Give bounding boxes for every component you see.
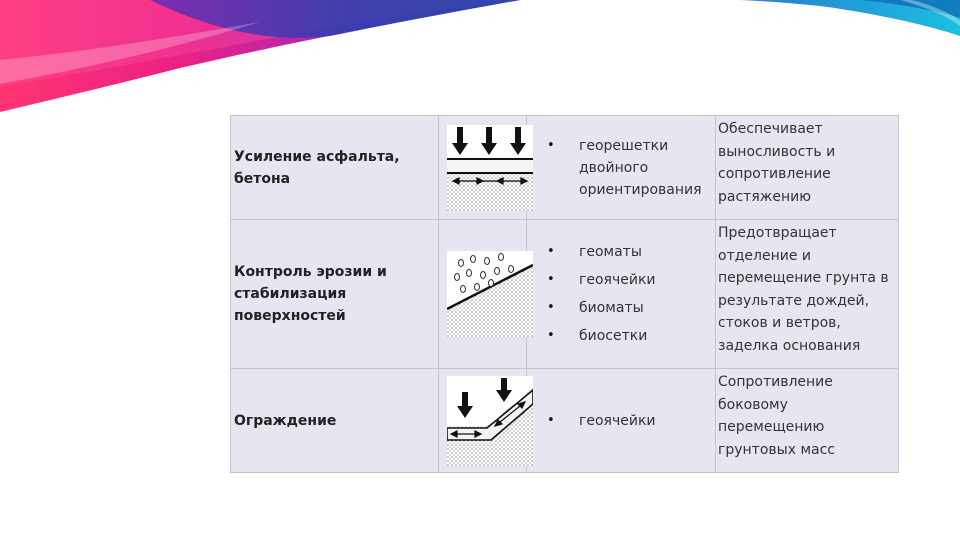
table-row bbox=[231, 116, 899, 220]
material-label: геоматы bbox=[579, 244, 642, 260]
topic-cell: Контроль эрозии и стабилизация поверхностей bbox=[231, 220, 439, 369]
list-item bbox=[547, 297, 715, 319]
bullet-icon: • bbox=[547, 137, 555, 153]
header-decoration bbox=[0, 0, 960, 130]
material-label: георешетки двойного ориентирования bbox=[579, 137, 702, 198]
image-cell bbox=[439, 369, 527, 473]
image-cell bbox=[439, 116, 527, 220]
material-label: биоматы bbox=[579, 300, 644, 316]
table-row bbox=[231, 369, 899, 473]
description-cell: Предотвращает отделение и перемещение грунта в результате дождей, стоков и ветров, заделка основания bbox=[716, 220, 899, 369]
bullet-icon: • bbox=[547, 328, 555, 343]
reinforcement-diagram-icon bbox=[447, 125, 533, 211]
image-cell bbox=[439, 220, 527, 369]
list-item bbox=[547, 325, 715, 347]
description-cell: Сопротивление боковому перемещению грунтовых масс bbox=[716, 369, 899, 473]
list-item bbox=[547, 410, 715, 432]
topic-cell: Ограждение bbox=[231, 369, 439, 473]
bullet-icon: • bbox=[547, 244, 555, 259]
bullet-icon: • bbox=[547, 412, 555, 428]
confinement-diagram-icon bbox=[447, 376, 533, 466]
table-row bbox=[231, 220, 899, 369]
description-cell: Обеспечивает выносливость и сопротивление растяжению bbox=[716, 116, 899, 220]
material-label: биосетки bbox=[579, 328, 648, 344]
materials-cell bbox=[527, 369, 716, 473]
list-item bbox=[547, 269, 715, 291]
material-label: геоячейки bbox=[579, 412, 656, 429]
geosynthetics-table bbox=[230, 115, 899, 473]
list-item bbox=[547, 135, 715, 201]
materials-cell bbox=[527, 116, 716, 220]
materials-cell bbox=[527, 220, 716, 369]
erosion-slope-diagram-icon bbox=[447, 251, 533, 337]
bullet-icon: • bbox=[547, 300, 555, 315]
topic-cell: Усиление асфальта, бетона bbox=[231, 116, 439, 220]
list-item bbox=[547, 241, 715, 263]
material-label: геоячейки bbox=[579, 272, 656, 288]
bullet-icon: • bbox=[547, 272, 555, 287]
